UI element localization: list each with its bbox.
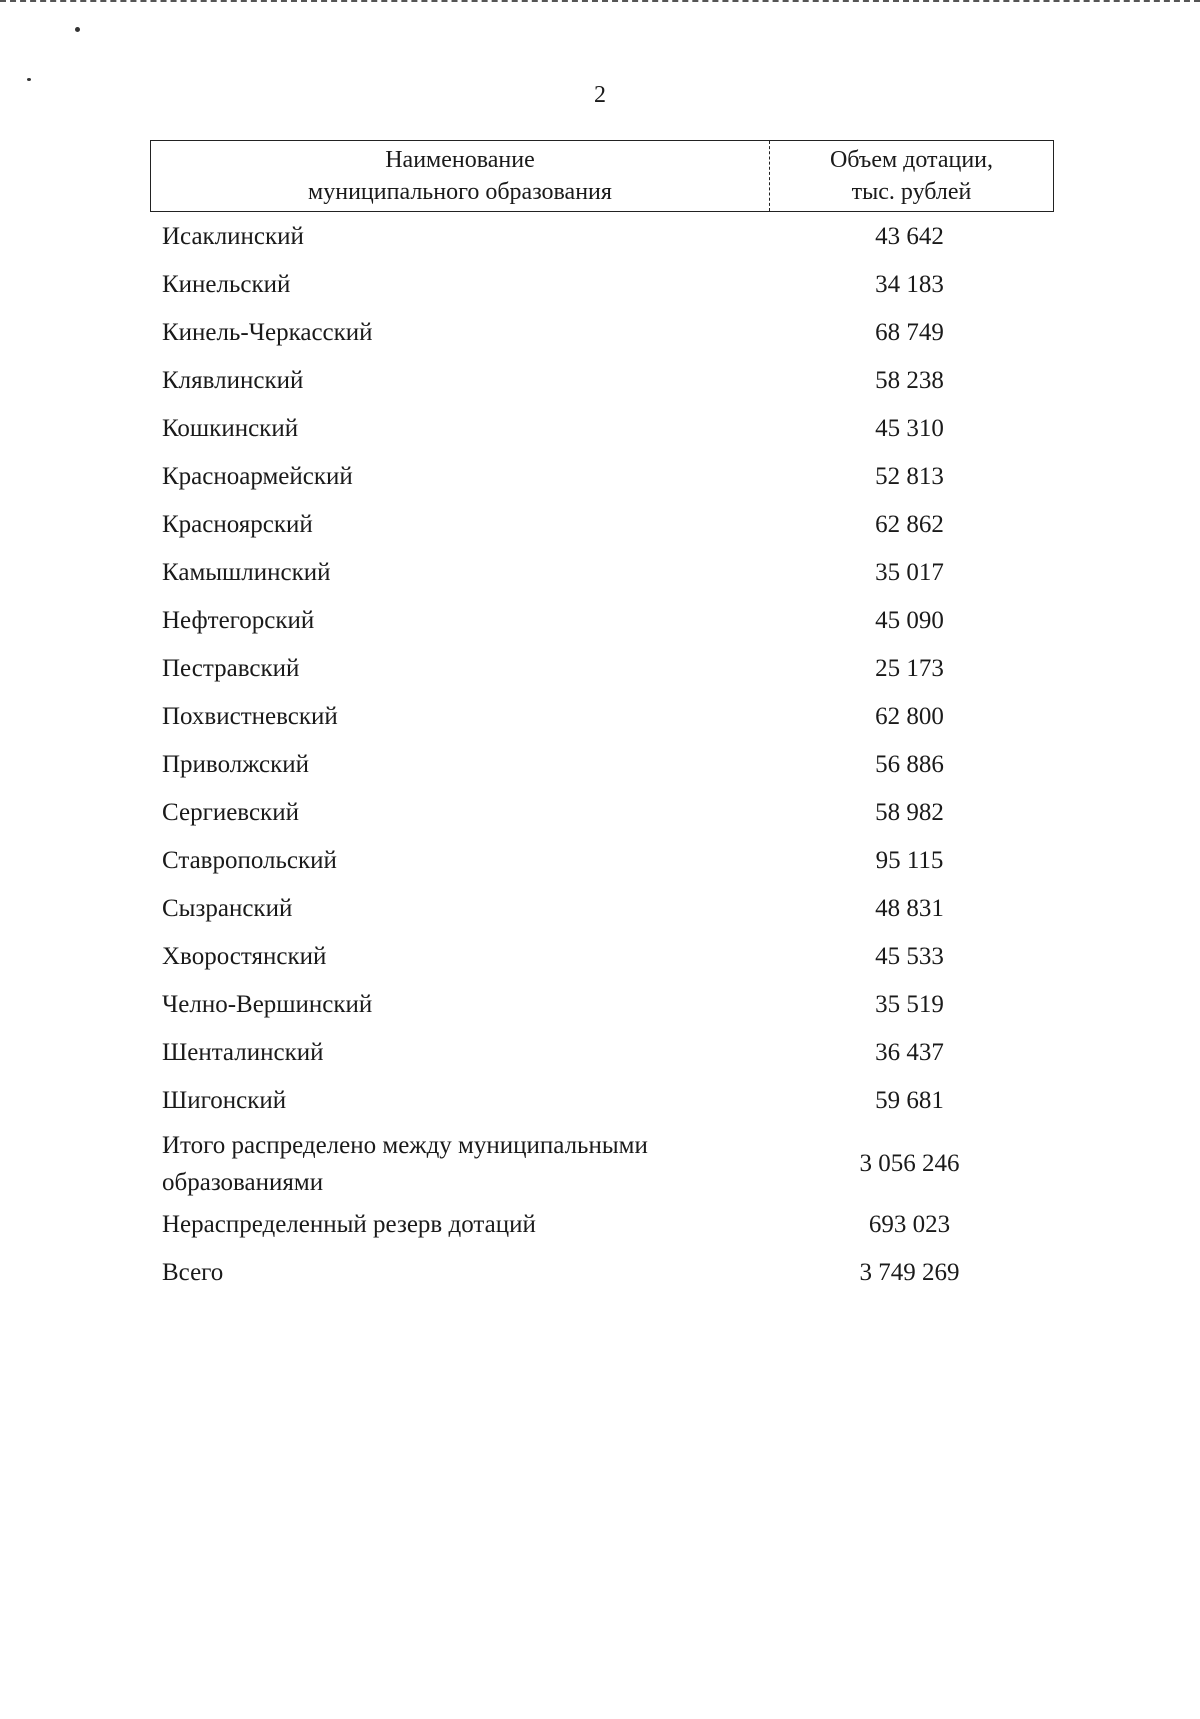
header-name-column	[151, 141, 770, 211]
grand-total-value: 3 749 269	[859, 1259, 960, 1286]
municipality-name: Шенталинский	[162, 1039, 324, 1066]
table-row	[150, 453, 1054, 501]
table-header	[150, 140, 1054, 212]
table-row	[150, 549, 1054, 597]
subsidy-value: 36 437	[875, 1039, 944, 1066]
table-row	[150, 261, 1054, 309]
subsidy-value: 62 800	[875, 703, 944, 730]
municipality-name: Хворостянский	[162, 943, 327, 970]
distributed-total-label-line2: образованиями	[162, 1169, 324, 1196]
reserve-row	[150, 1201, 1054, 1249]
table-row	[150, 981, 1054, 1029]
page-number: 2	[594, 82, 606, 108]
subsidy-value: 45 310	[875, 415, 944, 442]
municipality-name: Челно-Вершинский	[162, 991, 373, 1018]
grand-total-row	[150, 1249, 1054, 1297]
subsidy-value: 95 115	[875, 847, 944, 874]
municipality-name: Приволжский	[162, 751, 310, 778]
municipality-name: Ставропольский	[162, 847, 337, 874]
subsidy-value: 35 519	[875, 991, 944, 1018]
table-row	[150, 405, 1054, 453]
table-row	[150, 1077, 1054, 1125]
subsidy-value: 58 238	[875, 367, 944, 394]
scan-speck	[27, 78, 31, 81]
subsidy-value: 56 886	[875, 751, 944, 778]
table-body	[150, 213, 1054, 1297]
municipality-name: Пестравский	[162, 655, 300, 682]
subsidy-value: 25 173	[875, 655, 944, 682]
reserve-value: 693 023	[868, 1211, 951, 1238]
header-volume-column	[770, 141, 1053, 211]
subsidy-value: 35 017	[875, 559, 944, 586]
table-row	[150, 789, 1054, 837]
subsidy-value: 34 183	[875, 271, 944, 298]
municipality-name: Красноярский	[162, 511, 313, 538]
scan-edge-line	[0, 0, 1200, 2]
reserve-label: Нераспределенный резерв дотаций	[162, 1211, 536, 1238]
table-row	[150, 1029, 1054, 1077]
table-row	[150, 597, 1054, 645]
municipality-name: Сергиевский	[162, 799, 299, 826]
distributed-total-row	[150, 1127, 1054, 1201]
municipality-name: Клявлинский	[162, 367, 304, 394]
municipality-name: Нефтегорский	[162, 607, 315, 634]
table-row	[150, 693, 1054, 741]
header-name-line2: муниципального образования	[308, 179, 612, 205]
table-row	[150, 885, 1054, 933]
municipality-name: Кошкинский	[162, 415, 299, 442]
subsidy-value: 58 982	[875, 799, 944, 826]
municipality-name: Шигонский	[162, 1087, 287, 1114]
table-row	[150, 645, 1054, 693]
distributed-total-value: 3 056 246	[859, 1150, 960, 1177]
subsidy-value: 62 862	[875, 511, 944, 538]
table-row	[150, 837, 1054, 885]
table-row	[150, 501, 1054, 549]
subsidy-value: 45 533	[875, 943, 944, 970]
table-row	[150, 357, 1054, 405]
header-volume-line2: тыс. рублей	[851, 179, 972, 205]
municipality-name: Сызранский	[162, 895, 293, 922]
header-volume-line1: Объем дотации,	[829, 147, 994, 173]
grand-total-label: Всего	[162, 1259, 224, 1286]
header-name-line1: Наименование	[385, 147, 535, 173]
table-row	[150, 741, 1054, 789]
subsidy-value: 68 749	[875, 319, 944, 346]
subsidy-value: 59 681	[875, 1087, 944, 1114]
subsidy-value: 52 813	[875, 463, 944, 490]
table-row	[150, 309, 1054, 357]
subsidy-value: 43 642	[875, 223, 944, 250]
municipality-name: Кинельский	[162, 271, 291, 298]
municipality-name: Исаклинский	[162, 223, 304, 250]
table-row	[150, 933, 1054, 981]
subsidy-value: 48 831	[875, 895, 944, 922]
subsidy-value: 45 090	[875, 607, 944, 634]
distributed-total-label	[150, 1127, 769, 1201]
municipality-name: Похвистневский	[162, 703, 338, 730]
municipality-name: Красноармейский	[162, 463, 353, 490]
table-row	[150, 213, 1054, 261]
scan-speck	[75, 27, 80, 32]
municipality-name: Кинель-Черкасский	[162, 319, 373, 346]
municipality-name: Камышлинский	[162, 559, 331, 586]
distributed-total-label-line1: Итого распределено между муниципальными	[162, 1132, 648, 1159]
